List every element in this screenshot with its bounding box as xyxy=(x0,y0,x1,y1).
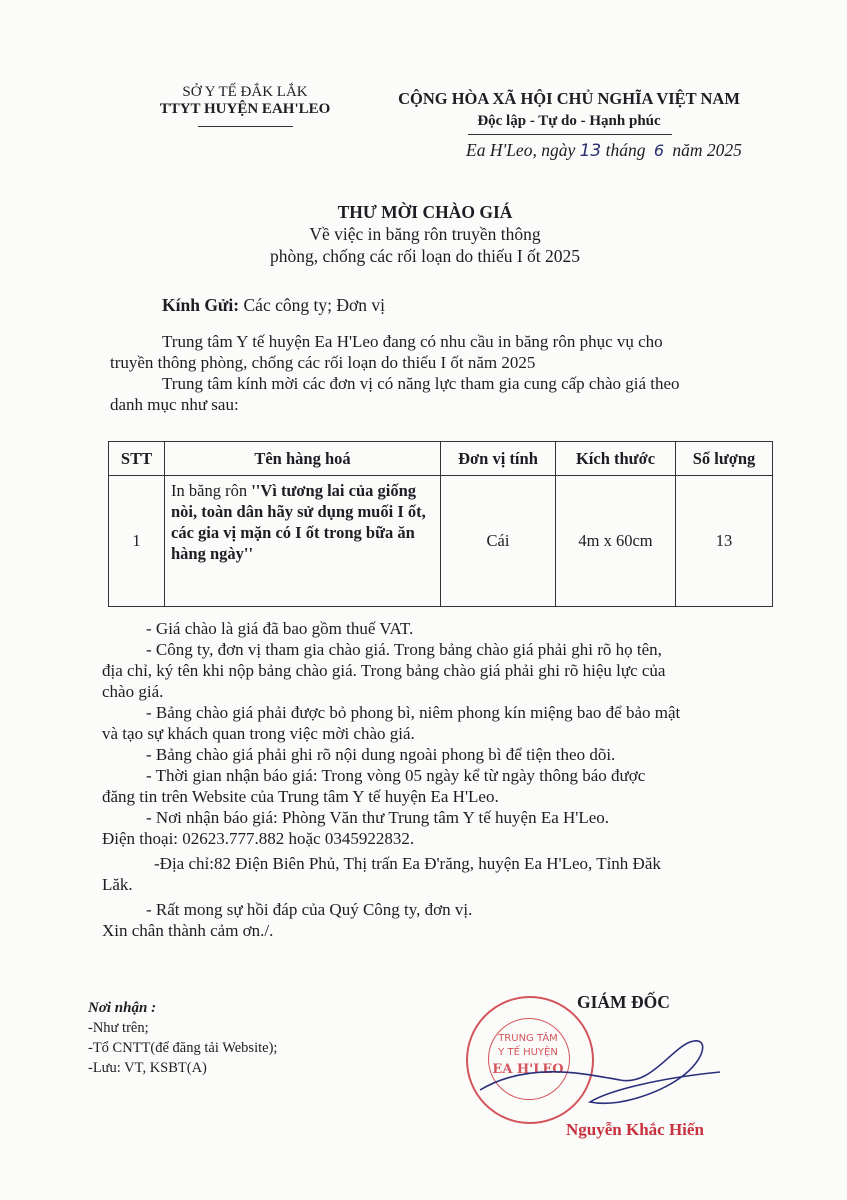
stamp-text-line2: Y TẾ HUYỆN xyxy=(498,1047,558,1058)
intro-p2-line2: danh mục như sau: xyxy=(110,395,239,414)
note-address-line1: -Địa chỉ:82 Điện Biên Phủ, Thị trấn Ea Đ'răng, huyện Ea H'Leo, Tỉnh Đăk xyxy=(154,854,661,873)
table-header-row xyxy=(109,442,773,476)
note-response: - Rất mong sự hồi đáp của Quý Công ty, đơn vị. xyxy=(146,900,473,919)
date-day: 13 xyxy=(579,141,602,161)
note-deadline-line1: - Thời gian nhận báo giá: Trong vòng 05 ngày kể từ ngày thông báo được xyxy=(146,766,646,785)
item-name-slogan: ''Vì tương lai của giống nòi, toàn dân hãy sử dụng muối I ốt, các gia vị mặn có I ốt trong bữa ăn hàng ngày'' xyxy=(171,481,426,563)
recipients-block xyxy=(88,998,277,1078)
note-envelope-line2: và tạo sự khách quan trong việc mời chào giá. xyxy=(102,724,415,743)
recipient-item: -Như trên; xyxy=(88,1020,149,1036)
note-envelope-line1: - Bảng chào giá phải được bỏ phong bì, niêm phong kín miệng bao để bảo mật xyxy=(146,703,681,722)
header-left xyxy=(140,84,350,118)
intro-p1-line2: truyền thông phòng, chống các rối loạn do thiếu I ốt năm 2025 xyxy=(110,353,536,372)
header-left-underline xyxy=(198,126,293,127)
cell-stt: 1 xyxy=(109,476,165,607)
note-receiving-place: - Nơi nhận báo giá: Phòng Văn thư Trung tâm Y tế huyện Ea H'Leo. xyxy=(146,808,610,827)
intro-p2-line1: Trung tâm kính mời các đơn vị có năng lực tham gia cung cấp chào giá theo xyxy=(162,374,680,393)
handwritten-signature xyxy=(470,1020,730,1120)
date-month: 6 xyxy=(653,141,665,160)
document-subject-line1: Về việc in băng rôn truyền thông xyxy=(309,224,541,244)
cell-size: 4m x 60cm xyxy=(556,476,676,607)
items-table xyxy=(108,441,773,607)
intro-p1-line1: Trung tâm Y tế huyện Ea H'Leo đang có nhu cầu in băng rôn phục vụ cho xyxy=(162,332,663,351)
note-address-line2: Lăk. xyxy=(102,875,133,894)
note-participation-line1: - Công ty, đơn vị tham gia chào giá. Trong bảng chào giá phải ghi rõ họ tên, xyxy=(146,640,662,659)
date-year: năm 2025 xyxy=(672,140,742,160)
document-subject-line2: phòng, chống các rối loạn do thiếu I ốt 2025 xyxy=(269,246,581,266)
stamp-text-line3: EA H'LEO xyxy=(492,1062,564,1077)
note-envelope-content: - Bảng chào giá phải ghi rõ nội dung ngoài phong bì để tiện theo dõi. xyxy=(146,745,616,764)
note-deadline-line2: đăng tin trên Website của Trung tâm Y tế huyện Ea H'Leo. xyxy=(102,787,499,806)
cell-item-name xyxy=(165,476,441,607)
item-name-prefix: In băng rôn xyxy=(171,481,252,500)
signer-name: Nguyễn Khắc Hiến xyxy=(566,1120,704,1139)
table-row xyxy=(109,476,773,607)
column-header-unit: Đơn vị tính xyxy=(441,442,556,476)
recipient-item: -Lưu: VT, KSBT(A) xyxy=(88,1060,207,1076)
intro-paragraph xyxy=(110,331,790,415)
salutation xyxy=(162,295,385,316)
recipient-item: -Tổ CNTT(để đăng tải Website); xyxy=(88,1040,278,1056)
note-phone: Điện thoại: 02623.777.882 hoặc 0345922832. xyxy=(102,829,415,848)
national-title: CỘNG HÒA XÃ HỘI CHỦ NGHĨA VIỆT NAM xyxy=(398,89,740,108)
document-title: THƯ MỜI CHÀO GIÁ xyxy=(337,202,513,222)
column-header-item-name: Tên hàng hoá xyxy=(165,442,441,476)
salutation-label: Kính Gửi: xyxy=(162,295,240,315)
column-header-stt: STT xyxy=(109,442,165,476)
closing-thanks: Xin chân thành cảm ơn./. xyxy=(102,921,274,940)
cell-quantity: 13 xyxy=(676,476,773,607)
organization-name: TTYT HUYỆN EAH'LEO xyxy=(159,101,331,117)
note-participation-line3: chào giá. xyxy=(102,682,164,701)
salutation-recipients: Các công ty; Đơn vị xyxy=(243,295,385,315)
department-name: SỞ Y TẾ ĐẮK LẮK xyxy=(182,84,308,100)
motto-underline xyxy=(468,134,672,135)
national-motto: Độc lập - Tự do - Hạnh phúc xyxy=(477,113,661,129)
date-month-label: tháng xyxy=(605,140,646,160)
column-header-size: Kích thước xyxy=(556,442,676,476)
signer-title: GIÁM ĐỐC xyxy=(577,992,670,1012)
date-prefix: Ea H'Leo, ngày xyxy=(466,140,576,160)
cell-unit: Cái xyxy=(441,476,556,607)
date-line xyxy=(466,140,742,161)
stamp-text-line1: TRUNG TÂM xyxy=(498,1033,558,1044)
column-header-quantity: Số lượng xyxy=(676,442,773,476)
note-participation-line2: địa chỉ, ký tên khi nộp bảng chào giá. Trong bảng chào giá phải ghi rõ hiệu lực của xyxy=(102,661,666,680)
recipients-label: Nơi nhận : xyxy=(88,1000,157,1016)
note-vat: - Giá chào là giá đã bao gồm thuế VAT. xyxy=(146,619,414,638)
notes-section xyxy=(102,618,792,941)
